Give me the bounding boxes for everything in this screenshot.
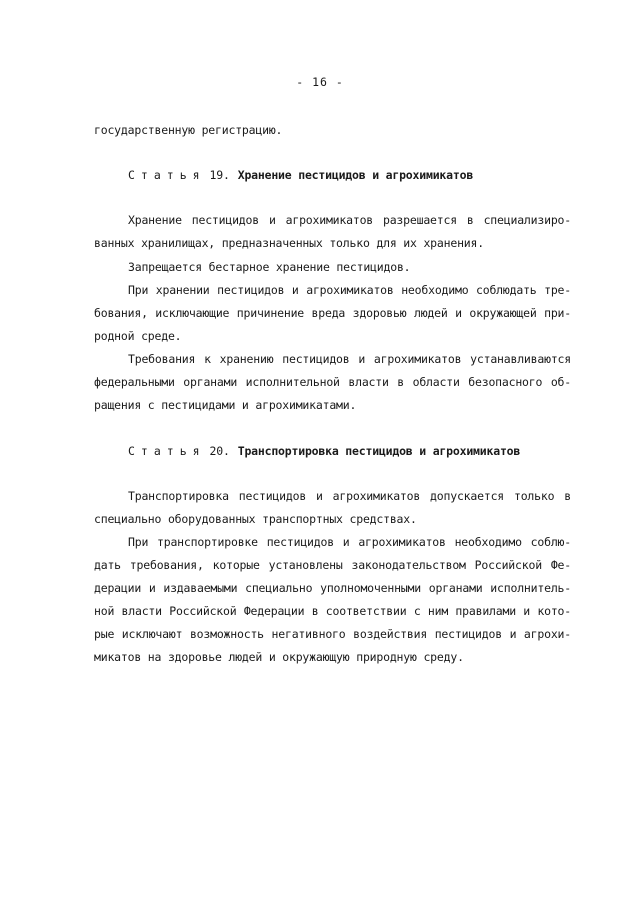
article-20-number: 20. bbox=[209, 444, 230, 458]
article-20-label: Статья bbox=[128, 444, 206, 458]
article-19-line: Хранение пестицидов и агрохимикатов разрешается в специализиро- bbox=[128, 213, 571, 227]
article-20-heading bbox=[128, 444, 520, 458]
page-number: - 16 - bbox=[296, 75, 344, 89]
article-20-line: дать требования, которые установлены законодательством Российской Фе- bbox=[94, 558, 571, 572]
article-19-title: Хранение пестицидов и агрохимикатов bbox=[237, 168, 474, 182]
article-20-line: ной власти Российской Федерации в соответствии с ним правилами и кото- bbox=[94, 604, 571, 618]
article-19-heading bbox=[128, 168, 473, 182]
article-19-number: 19. bbox=[209, 168, 230, 182]
article-19-line: федеральными органами исполнительной власти в области безопасного об- bbox=[94, 375, 571, 389]
article-19-line: ращения с пестицидами и агрохимикатами. bbox=[94, 398, 357, 412]
article-20-line: дерации и издаваемыми специально уполномоченными органами исполнитель- bbox=[94, 581, 571, 595]
article-19-line: ванных хранилищах, предназначенных только для их хранения. bbox=[94, 236, 484, 250]
article-20-line: Транспортировка пестицидов и агрохимикатов допускается только в bbox=[128, 489, 571, 503]
article-20-line: микатов на здоровье людей и окружающую природную среду. bbox=[94, 650, 464, 664]
article-19-line: При хранении пестицидов и агрохимикатов необходимо соблюдать тре- bbox=[128, 283, 571, 297]
article-20-line: При транспортировке пестицидов и агрохимикатов необходимо соблю- bbox=[128, 535, 571, 549]
article-19-line: родной среде. bbox=[94, 329, 182, 343]
article-19-label: Статья bbox=[128, 168, 206, 182]
intro-line: государственную регистрацию. bbox=[94, 123, 283, 137]
article-20-title: Транспортировка пестицидов и агрохимикатов bbox=[237, 444, 521, 458]
article-20-line: специально оборудованных транспортных средствах. bbox=[94, 512, 417, 526]
article-19-line: Запрещается бестарное хранение пестицидов. bbox=[128, 260, 411, 274]
article-19-line: бования, исключающие причинение вреда здоровью людей и окружающей при- bbox=[94, 306, 571, 320]
article-19-line: Требования к хранению пестицидов и агрохимикатов устанавливаются bbox=[128, 352, 571, 366]
article-20-line: рые исключают возможность негативного воздействия пестицидов и агрохи- bbox=[94, 627, 571, 641]
